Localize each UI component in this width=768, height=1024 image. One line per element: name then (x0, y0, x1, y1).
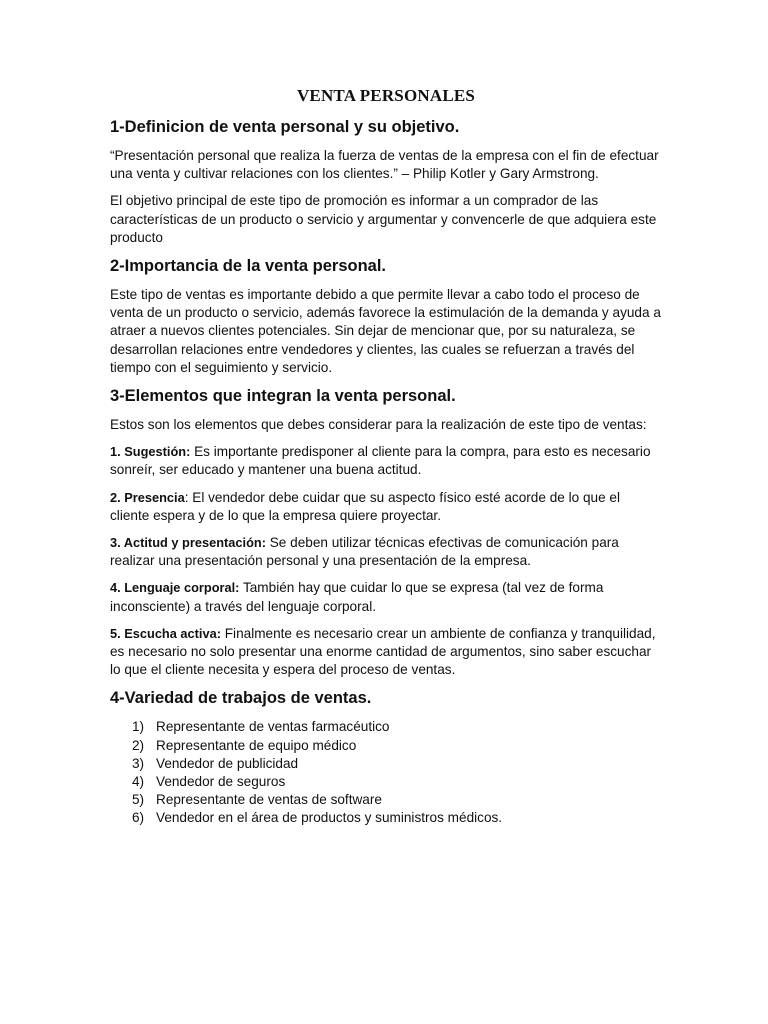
element-text: : El vendedor debe cuidar que su aspecto físico esté acorde de lo que el cliente espera y de lo que la empresa quiere proyectar. (110, 489, 620, 523)
element-presencia (110, 489, 662, 525)
document-title: VENTA PERSONALES (296, 86, 476, 105)
element-lead: 3. Actitud y presentación: (110, 535, 266, 551)
list-text: Vendedor de publicidad (156, 755, 299, 771)
job-list (110, 718, 662, 827)
section-heading: 4-Variedad de trabajos de ventas. (110, 689, 372, 708)
section-importancia (110, 256, 662, 377)
element-text: Se deben utilizar técnicas efectivas de comunicación para realizar una presentación personal y una presentación de la empresa. (110, 535, 619, 569)
section-variedad (110, 688, 662, 827)
element-text: También hay que cuidar lo que se expresa (tal vez de forma inconsciente) a través del lenguaje corporal. (110, 580, 604, 614)
section-heading: 2-Importancia de la venta personal. (110, 257, 387, 276)
list-text: Representante de equipo médico (156, 737, 357, 753)
paragraph-objetivo: El objetivo principal de este tipo de promoción es informar a un comprador de las características de un producto o servicio y argumentar y convencerle de que adquiera este producto (110, 193, 657, 245)
list-number: 1) (132, 719, 145, 735)
list-number: 6) (132, 810, 145, 826)
list-item (110, 773, 662, 791)
element-text: Es importante predisponer al cliente para la compra, para esto es necesario sonreír, ser educado y mantener una buena actitud. (110, 444, 651, 478)
element-text: Finalmente es necesario crear un ambiente de confianza y tranquilidad, es necesario no solo presentar una enorme cantidad de argumentos, sino saber escuchar lo que el cliente necesita y espera del proceso de ventas. (110, 625, 656, 678)
list-number: 2) (132, 737, 145, 753)
section-definicion (110, 117, 662, 247)
list-text: Vendedor en el área de productos y suministros médicos. (156, 810, 503, 826)
list-item (110, 755, 662, 773)
list-number: 4) (132, 774, 145, 790)
element-lead: 4. Lenguaje corporal: (110, 580, 240, 596)
list-item (110, 718, 662, 736)
element-lead: 5. Escucha activa: (110, 625, 221, 641)
list-number: 3) (132, 755, 145, 771)
section-heading: 1-Definicion de venta personal y su objetivo. (110, 118, 460, 136)
list-text: Representante de ventas de software (156, 792, 382, 808)
document-page (110, 86, 662, 828)
list-item (110, 791, 662, 809)
section-elementos (110, 386, 662, 679)
element-actitud (110, 534, 662, 570)
list-text: Vendedor de seguros (156, 774, 286, 790)
element-sugestion (110, 443, 662, 479)
element-escucha (110, 625, 662, 680)
list-item (110, 737, 662, 755)
section-heading: 3-Elementos que integran la venta personal. (110, 387, 456, 406)
paragraph-importancia: Este tipo de ventas es importante debido a que permite llevar a cabo todo el proceso de venta de un producto o servicio, además favorece la estimulación de la demanda y ayuda a atraer a nuevos clientes potenciales. Sin dejar de mencionar que, por su naturaleza, se desarrollan relaciones entre vendedores y clientes, las cuales se refuerzan a través del tiempo con el seguimiento y servicio. (110, 287, 661, 375)
element-lenguaje (110, 579, 662, 615)
list-number: 5) (132, 792, 145, 808)
element-lead: 1. Sugestión: (110, 444, 191, 460)
paragraph-intro: Estos son los elementos que debes considerar para la realización de este tipo de ventas: (110, 417, 647, 433)
list-text: Representante de ventas farmacéutico (156, 719, 390, 735)
list-item (110, 809, 662, 827)
paragraph-quote: “Presentación personal que realiza la fuerza de ventas de la empresa con el fin de efectuar una venta y cultivar relaciones con los clientes.” – Philip Kotler y Gary Armstrong. (110, 148, 659, 182)
element-lead: 2. Presencia (110, 489, 185, 505)
